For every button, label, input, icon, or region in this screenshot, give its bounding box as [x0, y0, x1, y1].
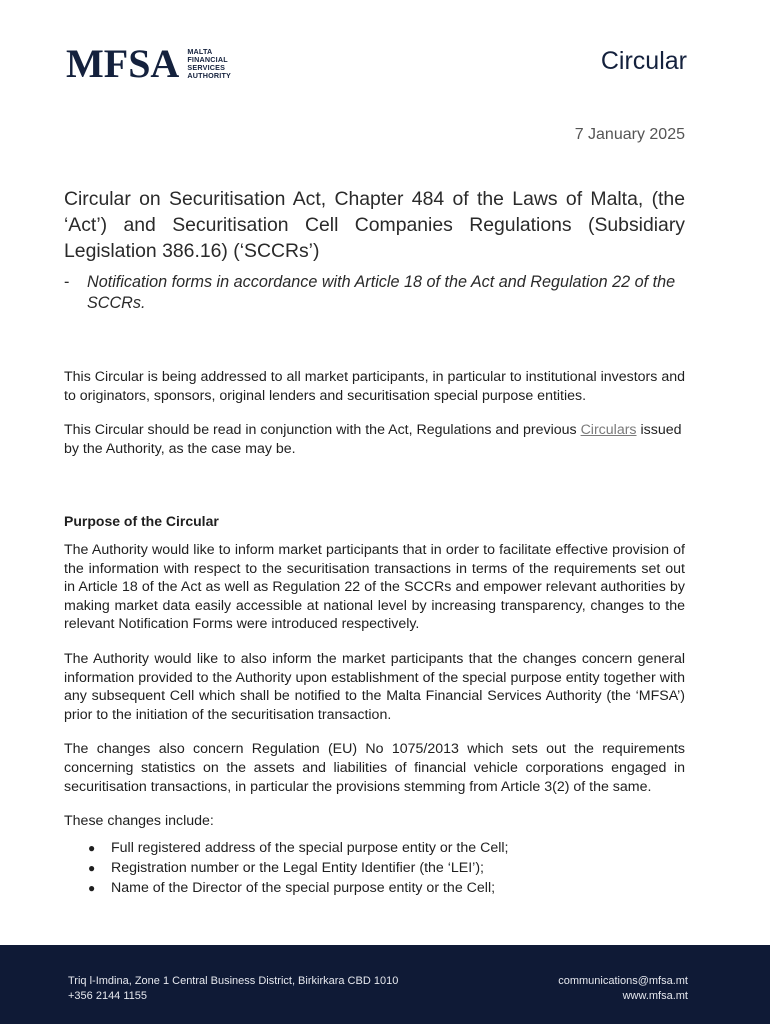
logo-subtitle	[187, 48, 231, 80]
purpose-paragraph: The Authority would like to also inform the market participants that the changes concern general information provided to the Authority upon establishment of the special purpose entity together with any subsequent Cell which shall be notified to the Malta Financial Services Authority (the ‘MFSA’) prior to the initiation of the securitisation transaction.	[64, 650, 685, 723]
list-item-text: Name of the Director of the special purpose entity or the Cell;	[111, 879, 496, 896]
list-item	[64, 859, 685, 878]
circular-body	[64, 368, 685, 899]
document-type: Circular	[600, 47, 687, 75]
mfsa-logo	[66, 41, 232, 86]
footer-contact	[68, 974, 398, 1004]
purpose-paragraph: The changes also concern Regulation (EU) No 1075/2013 which sets out the requirements concerning statistics on the assets and liabilities of financial vehicle corporations engaged in securitisation transactions, in particular the provisions stemming from Article 3(2) of the same.	[64, 741, 685, 795]
purpose-paragraph: The Authority would like to inform market participants that in order to facilitate effective provision of the information with respect to the securitisation transactions in terms of the requirements set out in Article 18 of the Act as well as Regulation 22 of the SCCRs and empower relevant authorities by making market data easily accessible at national level by increasing transparency, changes to the relevant Notification Forms were introduced respectively.	[64, 541, 685, 633]
logo-sub-line: AUTHORITY	[187, 71, 232, 80]
intro-text-before-link: This Circular should be read in conjunction with the Act, Regulations and previous	[64, 422, 581, 439]
list-item-text: Registration number or the Legal Entity Identifier (the ‘LEI’);	[111, 859, 485, 876]
footer-email[interactable]: communications@mfsa.mt	[558, 975, 688, 987]
bullet-icon: ●	[88, 840, 96, 855]
circular-title: Circular on Securitisation Act, Chapter 484 of the Laws of Malta, (the ‘Act’) and Securitisation Cell Companies Regulations (Subsidiary Legislation 386.16) (‘SCCRs’)	[64, 188, 685, 262]
purpose-paragraph: These changes include:	[64, 813, 214, 830]
footer-phone: +356 2144 1155	[68, 990, 148, 1002]
footer-links	[558, 974, 688, 1004]
subtitle-dash: -	[64, 273, 70, 291]
logo-sub-line: SERVICES	[187, 63, 226, 72]
list-item	[64, 839, 685, 858]
footer-address: Triq l-Imdina, Zone 1 Central Business District, Birkirkara CBD 1010	[68, 975, 399, 987]
logo-mark: MFSA	[66, 41, 180, 86]
logo-sub-line: MALTA	[187, 47, 213, 56]
circular-subtitle	[64, 272, 685, 314]
list-item-text: Full registered address of the special purpose entity or the Cell;	[111, 839, 509, 856]
footer-website[interactable]: www.mfsa.mt	[622, 990, 688, 1002]
intro-text-after-link: issued by the Authority, as the case may be.	[64, 422, 682, 457]
list-item	[64, 879, 685, 898]
bullet-icon: ●	[88, 880, 96, 895]
circulars-link[interactable]: Circulars	[580, 422, 637, 439]
logo-sub-line: FINANCIAL	[187, 55, 228, 64]
intro-paragraph: This Circular is being addressed to all market participants, in particular to institutional investors and to originators, sponsors, original lenders and securitisation special purpose entities.	[64, 369, 685, 404]
subtitle-text: Notification forms in accordance with Article 18 of the Act and Regulation 22 of the SCCRs.	[87, 273, 676, 312]
changes-list	[64, 839, 685, 898]
bullet-icon: ●	[88, 860, 96, 875]
document-date: 7 January 2025	[574, 126, 685, 143]
section-heading: Purpose of the Circular	[64, 513, 219, 530]
intro-paragraph	[64, 421, 685, 458]
page-footer	[0, 945, 770, 1024]
